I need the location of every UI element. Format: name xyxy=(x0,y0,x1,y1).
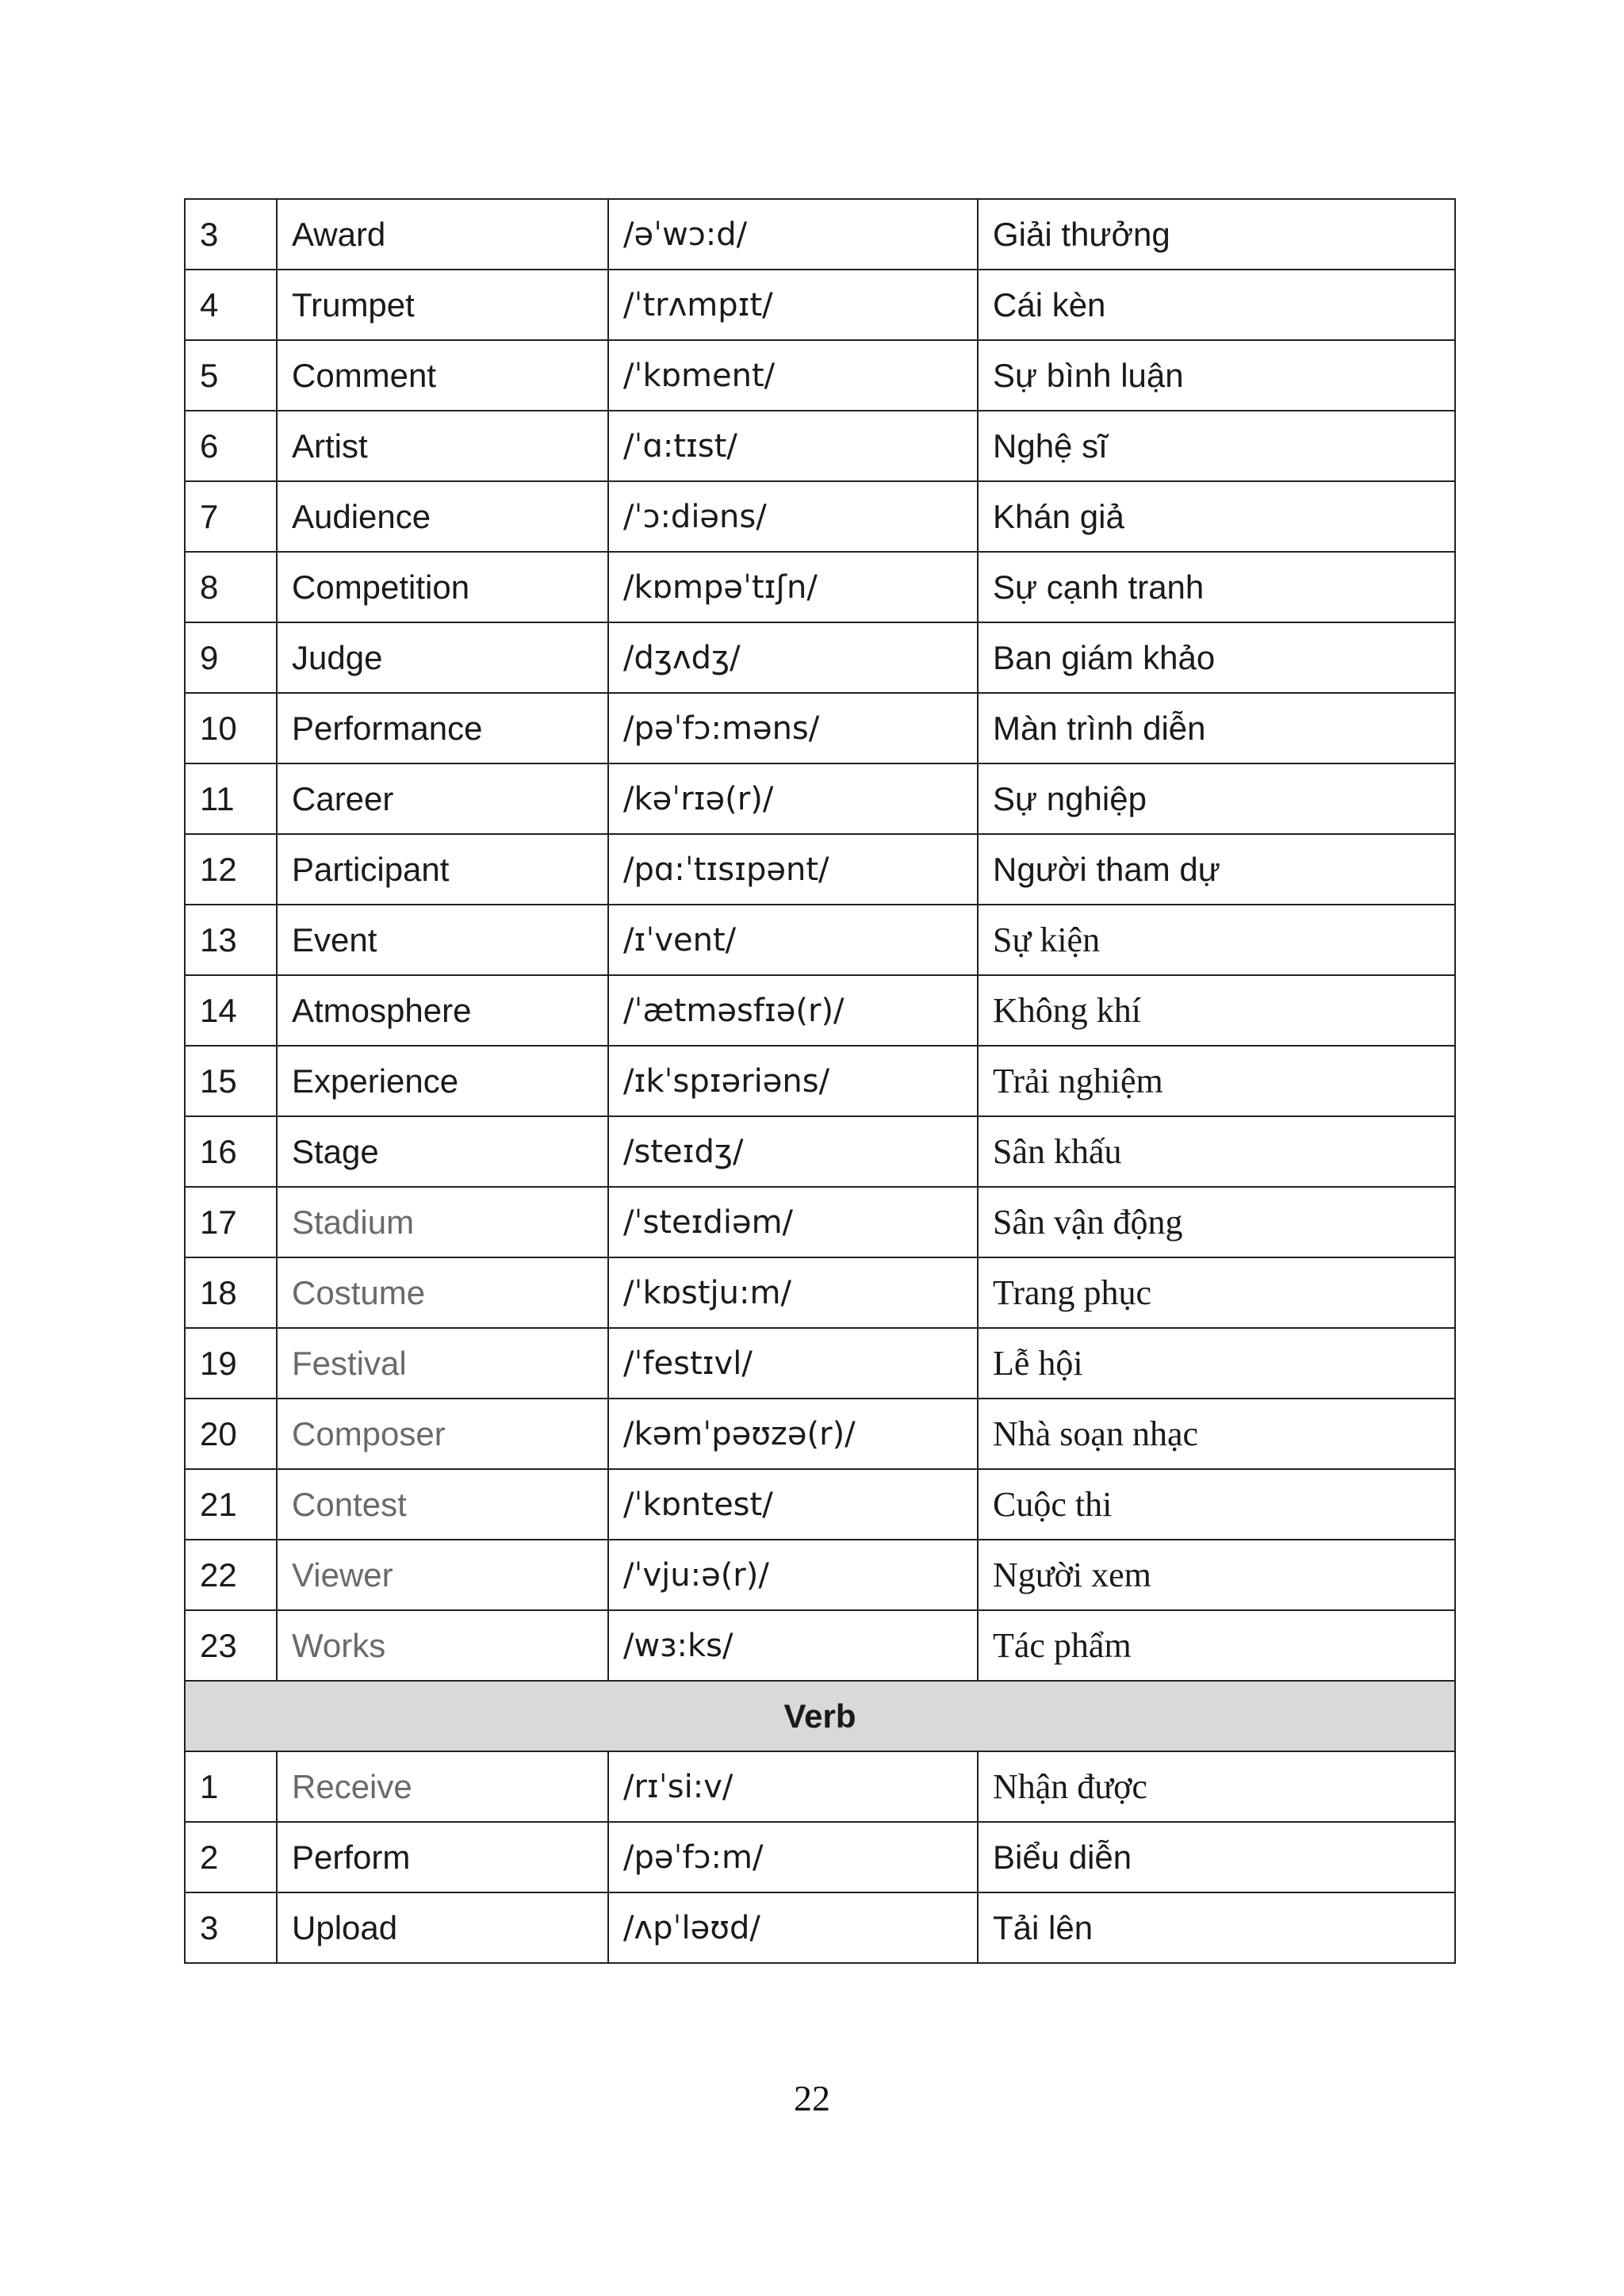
ipa-transcription: /ˈkɒstju:m/ xyxy=(608,1257,978,1328)
row-number: 12 xyxy=(185,834,277,905)
row-number: 17 xyxy=(185,1187,277,1257)
ipa-transcription: /ˈɑ:tɪst/ xyxy=(608,411,978,481)
ipa-transcription: /ɪkˈspɪəriəns/ xyxy=(608,1046,978,1116)
row-number: 3 xyxy=(185,199,277,270)
vietnamese-meaning: Màn trình diễn xyxy=(978,693,1455,763)
ipa-transcription: /ɪˈvent/ xyxy=(608,905,978,975)
verb-section xyxy=(185,1681,1455,1751)
page-number: 22 xyxy=(794,2078,830,2118)
vietnamese-meaning: Khán giả xyxy=(978,481,1455,552)
ipa-transcription: /ˈsteɪdiəm/ xyxy=(608,1187,978,1257)
ipa-transcription: /kəmˈpəʊzə(r)/ xyxy=(608,1399,978,1469)
vietnamese-meaning: Người tham dự xyxy=(978,834,1455,905)
table-row xyxy=(185,1822,1455,1892)
table-row xyxy=(185,975,1455,1046)
vocab-word: Receive xyxy=(277,1751,608,1822)
row-number: 15 xyxy=(185,1046,277,1116)
ipa-transcription: /dʒʌdʒ/ xyxy=(608,622,978,693)
ipa-transcription: /ˈɔ:diəns/ xyxy=(608,481,978,552)
table-row xyxy=(185,1116,1455,1187)
vietnamese-meaning: Sự nghiệp xyxy=(978,763,1455,834)
vocab-word: Competition xyxy=(277,552,608,622)
vietnamese-meaning: Tải lên xyxy=(978,1892,1455,1963)
ipa-transcription: /əˈwɔ:d/ xyxy=(608,199,978,270)
ipa-transcription: /ʌpˈləʊd/ xyxy=(608,1892,978,1963)
vocab-word: Upload xyxy=(277,1892,608,1963)
vocab-word: Contest xyxy=(277,1469,608,1540)
ipa-transcription: /pəˈfɔ:məns/ xyxy=(608,693,978,763)
ipa-transcription: /steɪdʒ/ xyxy=(608,1116,978,1187)
vocab-word: Stage xyxy=(277,1116,608,1187)
vocab-word: Performance xyxy=(277,693,608,763)
vocab-word: Costume xyxy=(277,1257,608,1328)
table-row xyxy=(185,199,1455,270)
ipa-transcription: /pɑ:ˈtɪsɪpənt/ xyxy=(608,834,978,905)
vocab-word: Experience xyxy=(277,1046,608,1116)
ipa-transcription: /ˈvju:ə(r)/ xyxy=(608,1540,978,1610)
row-number: 16 xyxy=(185,1116,277,1187)
vocab-word: Event xyxy=(277,905,608,975)
ipa-transcription: /rɪˈsi:v/ xyxy=(608,1751,978,1822)
vietnamese-meaning: Người xem xyxy=(978,1540,1455,1610)
row-number: 9 xyxy=(185,622,277,693)
table-row xyxy=(185,1751,1455,1822)
ipa-transcription: /ˈtrʌmpɪt/ xyxy=(608,270,978,340)
table-row xyxy=(185,481,1455,552)
noun-rows xyxy=(185,199,1455,1681)
row-number: 8 xyxy=(185,552,277,622)
row-number: 2 xyxy=(185,1822,277,1892)
vietnamese-meaning: Cái kèn xyxy=(978,270,1455,340)
vocab-word: Career xyxy=(277,763,608,834)
vocab-word: Viewer xyxy=(277,1540,608,1610)
ipa-transcription: /pəˈfɔ:m/ xyxy=(608,1822,978,1892)
table-row xyxy=(185,1469,1455,1540)
vietnamese-meaning: Sân khấu xyxy=(978,1116,1455,1187)
row-number: 11 xyxy=(185,763,277,834)
table-row xyxy=(185,693,1455,763)
table-row xyxy=(185,270,1455,340)
row-number: 7 xyxy=(185,481,277,552)
vietnamese-meaning: Sự cạnh tranh xyxy=(978,552,1455,622)
table-row xyxy=(185,411,1455,481)
vietnamese-meaning: Ban giám khảo xyxy=(978,622,1455,693)
vietnamese-meaning: Lễ hội xyxy=(978,1328,1455,1399)
row-number: 22 xyxy=(185,1540,277,1610)
vietnamese-meaning: Biểu diễn xyxy=(978,1822,1455,1892)
vietnamese-meaning: Không khí xyxy=(978,975,1455,1046)
table-row xyxy=(185,1187,1455,1257)
vocab-word: Audience xyxy=(277,481,608,552)
table-row xyxy=(185,1540,1455,1610)
row-number: 10 xyxy=(185,693,277,763)
table-row xyxy=(185,1610,1455,1681)
vocab-word: Artist xyxy=(277,411,608,481)
vietnamese-meaning: Giải thưởng xyxy=(978,199,1455,270)
vietnamese-meaning: Nhận được xyxy=(978,1751,1455,1822)
row-number: 23 xyxy=(185,1610,277,1681)
table-row xyxy=(185,834,1455,905)
vietnamese-meaning: Nhà soạn nhạc xyxy=(978,1399,1455,1469)
vocab-word: Perform xyxy=(277,1822,608,1892)
row-number: 14 xyxy=(185,975,277,1046)
ipa-transcription: /ˈkɒment/ xyxy=(608,340,978,411)
vietnamese-meaning: Sự bình luận xyxy=(978,340,1455,411)
vocab-word: Works xyxy=(277,1610,608,1681)
vocabulary-table xyxy=(184,198,1456,1964)
vocab-word: Atmosphere xyxy=(277,975,608,1046)
row-number: 21 xyxy=(185,1469,277,1540)
vietnamese-meaning: Sân vận động xyxy=(978,1187,1455,1257)
ipa-transcription: /wɜ:ks/ xyxy=(608,1610,978,1681)
section-header-verb: Verb xyxy=(185,1681,1455,1751)
vietnamese-meaning: Tác phẩm xyxy=(978,1610,1455,1681)
table-row xyxy=(185,763,1455,834)
row-number: 3 xyxy=(185,1892,277,1963)
row-number: 1 xyxy=(185,1751,277,1822)
ipa-transcription: /kɒmpəˈtɪʃn/ xyxy=(608,552,978,622)
vietnamese-meaning: Trang phục xyxy=(978,1257,1455,1328)
vietnamese-meaning: Nghệ sĩ xyxy=(978,411,1455,481)
ipa-transcription: /ˈfestɪvl/ xyxy=(608,1328,978,1399)
row-number: 18 xyxy=(185,1257,277,1328)
table-row xyxy=(185,340,1455,411)
row-number: 13 xyxy=(185,905,277,975)
vocab-word: Composer xyxy=(277,1399,608,1469)
row-number: 6 xyxy=(185,411,277,481)
verb-rows xyxy=(185,1751,1455,1963)
vietnamese-meaning: Cuộc thi xyxy=(978,1469,1455,1540)
table-row xyxy=(185,552,1455,622)
table-row xyxy=(185,1328,1455,1399)
ipa-transcription: /ˈkɒntest/ xyxy=(608,1469,978,1540)
vocab-word: Trumpet xyxy=(277,270,608,340)
table-row xyxy=(185,1892,1455,1963)
vocab-word: Judge xyxy=(277,622,608,693)
vietnamese-meaning: Trải nghiệm xyxy=(978,1046,1455,1116)
row-number: 19 xyxy=(185,1328,277,1399)
table-row xyxy=(185,1399,1455,1469)
table-row xyxy=(185,622,1455,693)
vietnamese-meaning: Sự kiện xyxy=(978,905,1455,975)
vocab-word: Festival xyxy=(277,1328,608,1399)
vocab-word: Award xyxy=(277,199,608,270)
row-number: 4 xyxy=(185,270,277,340)
table-row xyxy=(185,1046,1455,1116)
ipa-transcription: /kəˈrɪə(r)/ xyxy=(608,763,978,834)
ipa-transcription: /ˈætməsfɪə(r)/ xyxy=(608,975,978,1046)
section-header-row xyxy=(185,1681,1455,1751)
table-row xyxy=(185,1257,1455,1328)
row-number: 20 xyxy=(185,1399,277,1469)
table-row xyxy=(185,905,1455,975)
row-number: 5 xyxy=(185,340,277,411)
vocab-word: Comment xyxy=(277,340,608,411)
vocab-word: Participant xyxy=(277,834,608,905)
vocab-word: Stadium xyxy=(277,1187,608,1257)
